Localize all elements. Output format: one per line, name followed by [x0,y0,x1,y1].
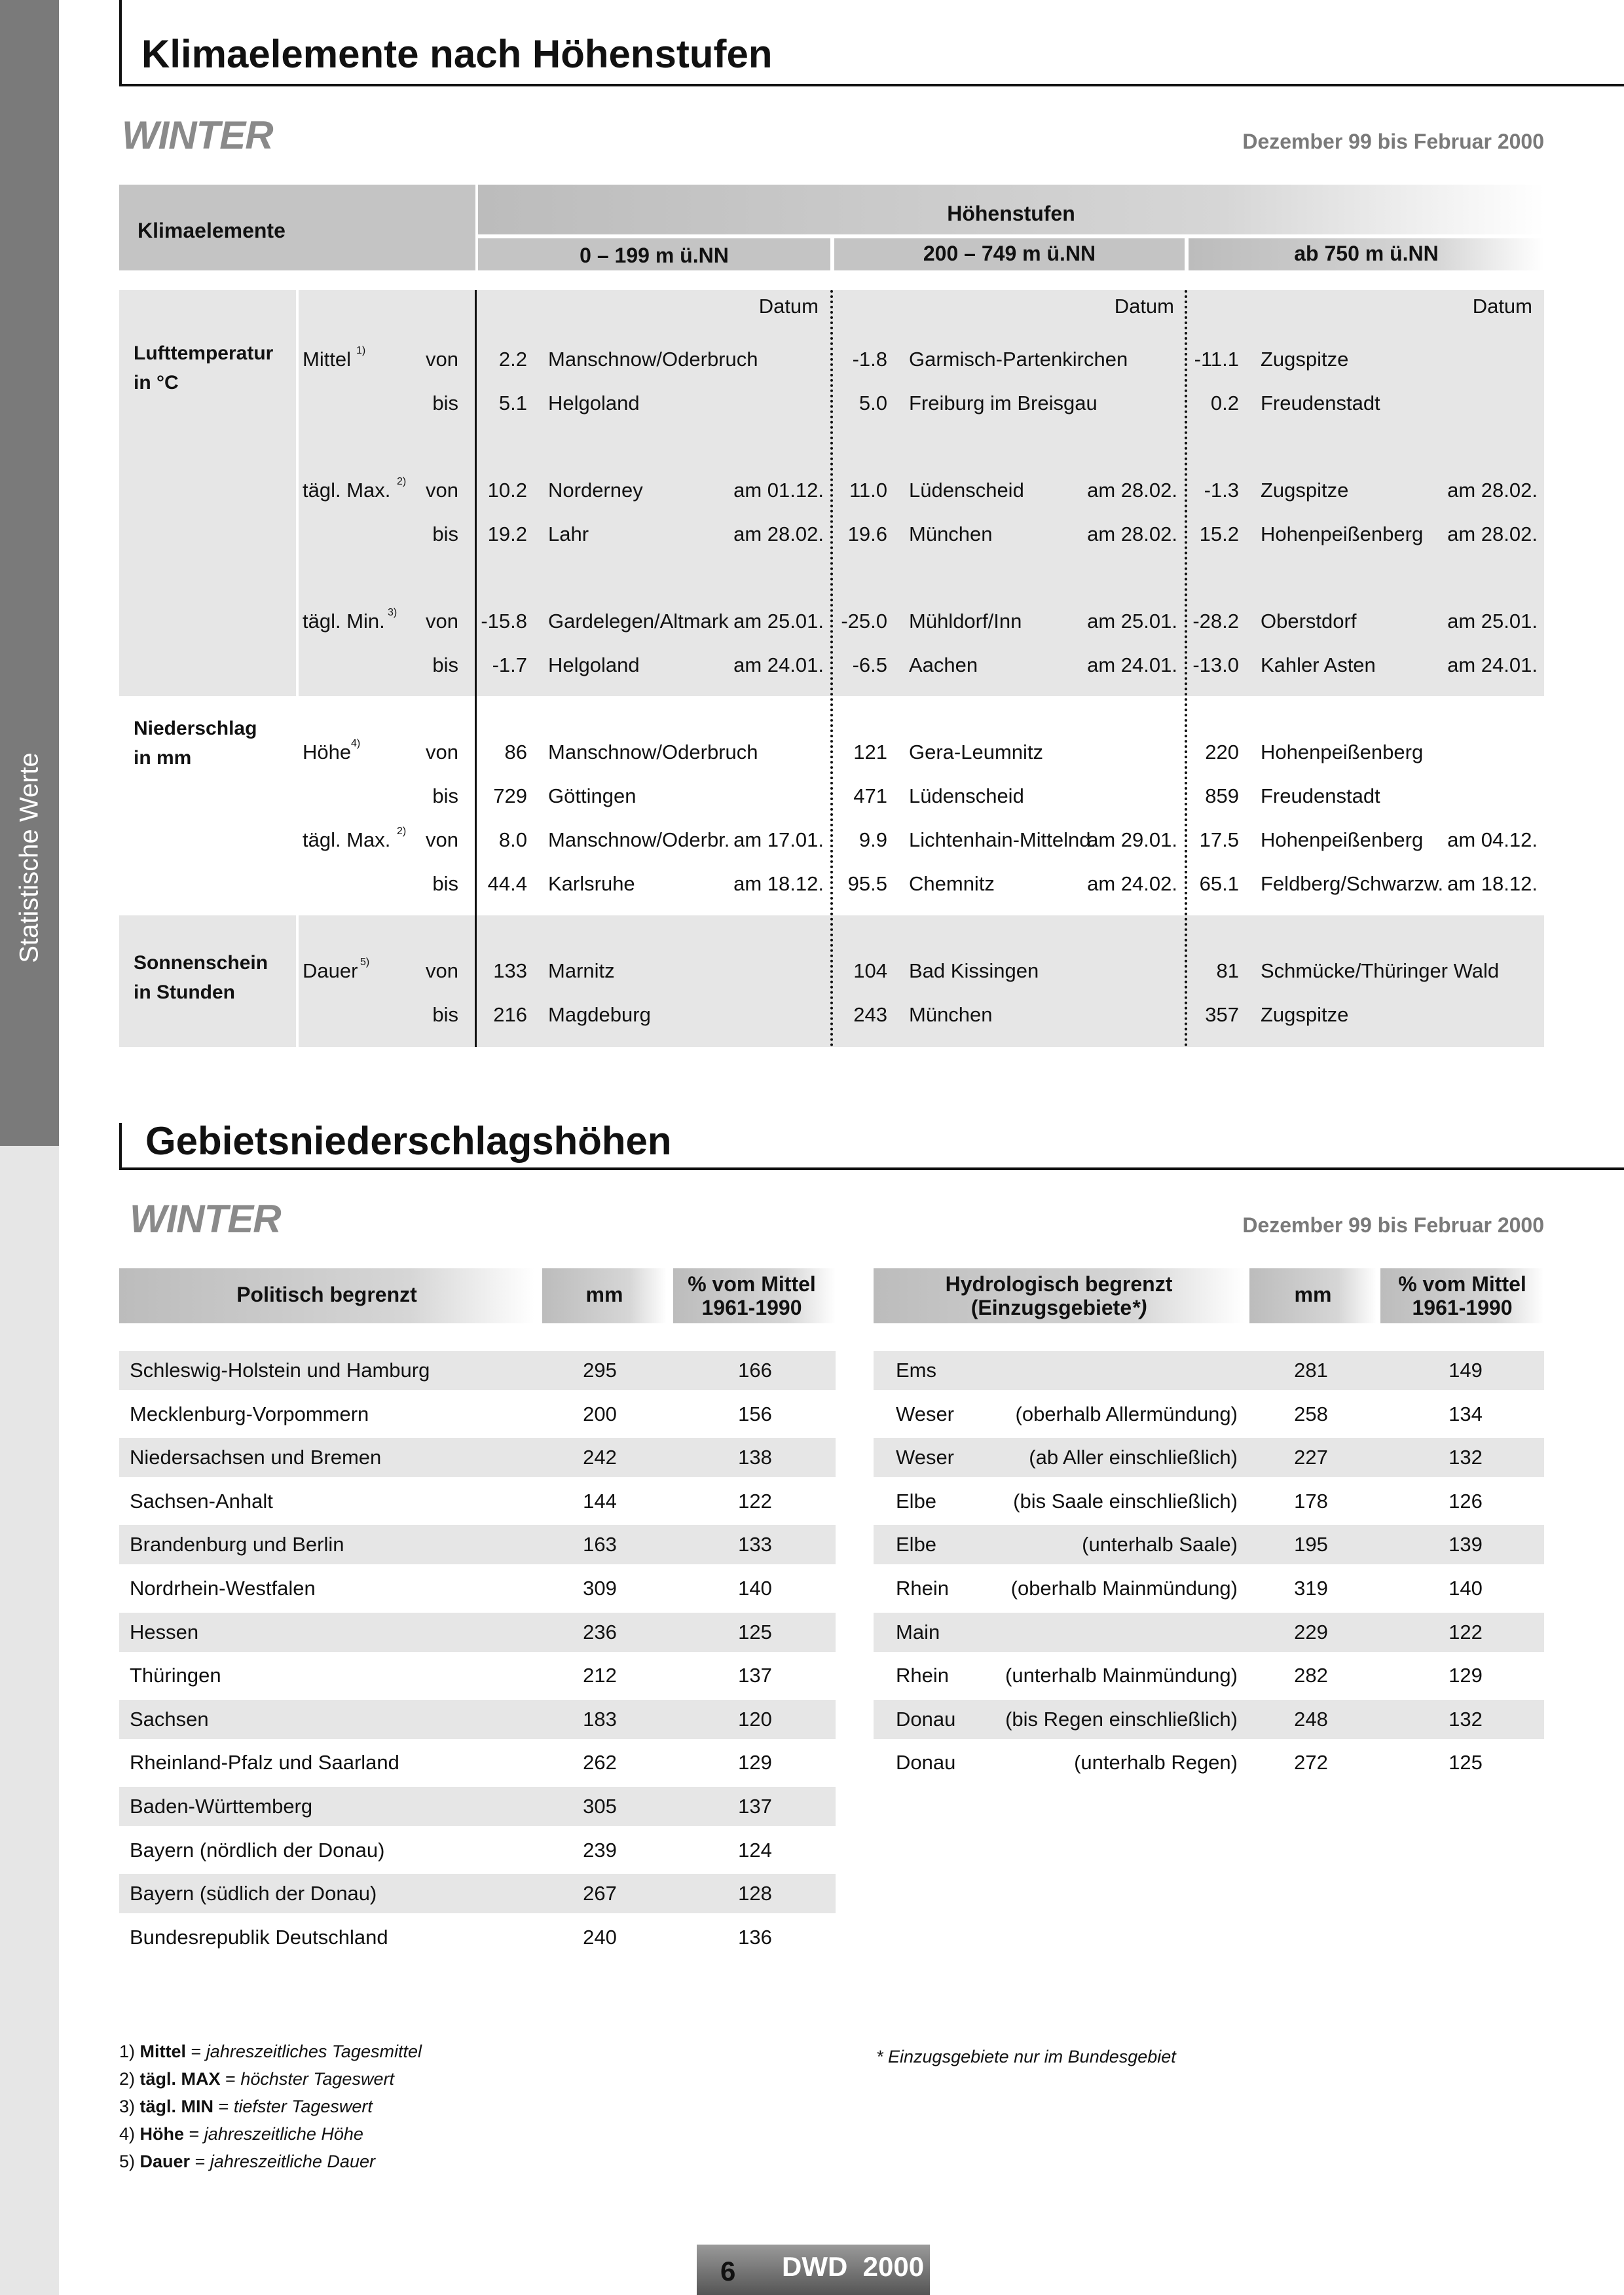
cell-station: Manschnow/Oderbr. [548,828,730,851]
region-mm: 200 [583,1403,617,1425]
cell-station: Freudenstadt [1261,392,1380,414]
header-hoehenstufen-label: Höhenstufen [947,202,1075,225]
header-mm-right-label: mm [1294,1283,1332,1306]
river-section: (oberhalb Mainmündung) [1010,1577,1238,1600]
row-sublabel: Höhe [303,741,352,763]
river-mm: 227 [1294,1446,1328,1469]
region-mm: 212 [583,1664,617,1687]
region-mm: 239 [583,1839,617,1862]
region-pct: 140 [738,1577,772,1600]
footnote-eq: = [184,2124,204,2144]
cell-date: am 28.02. [1087,523,1177,545]
group-label-line2: in mm [134,747,192,769]
cell-station: München [909,1003,993,1026]
cell-station: Göttingen [548,784,637,807]
region-name: Hessen [130,1621,199,1643]
river-pct: 125 [1449,1751,1483,1774]
cell-station: Zugspitze [1261,348,1349,371]
star-footnote: * Einzugsgebiete nur im Bundesgebiet [876,2047,1176,2066]
season-label: WINTER [122,113,273,157]
footnote-number: 3) [119,2097,136,2116]
header-mm-left-label: mm [585,1283,623,1306]
cell-value: 243 [853,1003,887,1026]
cell-station: Helgoland [548,653,640,676]
region-name: Bundesrepublik Deutschland [130,1926,388,1949]
footnote-term: Dauer [139,2152,191,2171]
row-sublabel: tägl. Max. [303,828,391,851]
river-pct: 132 [1449,1708,1483,1731]
group-label [134,948,268,1007]
cell-station: Helgoland [548,392,640,414]
page-number: 6 [720,2256,736,2286]
region-pct: 136 [738,1926,772,1949]
region-mm: 242 [583,1446,617,1469]
river-mm: 258 [1294,1403,1328,1425]
cell-value: -25.0 [841,610,887,633]
group-label-line2: in Stunden [134,982,235,1003]
cell-value: -1.3 [1204,479,1239,502]
region-mm: 305 [583,1795,617,1818]
header-hydrologisch-label: Hydrologisch begrenzt (Einzugsgebiete*) [945,1272,1173,1319]
footnote-term: Höhe [139,2124,185,2144]
cell-value: 5.0 [858,392,887,414]
region-name: Baden-Württemberg [130,1795,313,1818]
river-pct: 132 [1449,1446,1483,1469]
header-pct-left-label: % vom Mittel 1961-1990 [688,1272,816,1319]
row-von-bis: von [426,959,458,982]
cell-station: Freudenstadt [1261,784,1380,807]
row-sublabel: tägl. Max. [303,479,391,502]
group-label-line1: Niederschlag [134,718,257,739]
cell-station: Magdeburg [548,1003,651,1026]
cell-station: Hohenpeißenberg [1261,523,1424,545]
river-name: Donau [896,1751,956,1774]
region-mm: 267 [583,1882,617,1905]
footnote-ref: 5) [360,957,370,968]
row-von-bis: von [426,828,458,851]
sidebar-band-lower [0,1146,59,2295]
river-section: (unterhalb Saale) [1082,1533,1238,1556]
region-name: Sachsen-Anhalt [130,1490,273,1513]
cell-station: Lichtenhain-Mittelnd. [909,828,1097,851]
cell-station: Gera-Leumnitz [909,741,1044,763]
region-name: Bayern (südlich der Donau) [130,1882,377,1905]
cell-station: Norderney [548,479,643,502]
cell-station: München [909,523,993,545]
region-pct: 129 [738,1751,772,1774]
cell-station: Chemnitz [909,872,995,895]
cell-station: Aachen [909,653,978,676]
footnote-ref: 4) [351,738,361,749]
header-col-3-label: ab 750 m ü.NN [1294,242,1439,265]
river-name: Donau [896,1708,956,1731]
row-von-bis: bis [432,392,458,414]
datum-header: Datum [1114,295,1174,318]
footnote-ref: 2) [397,476,407,487]
cell-value: 104 [853,959,887,982]
river-mm: 319 [1294,1577,1328,1600]
cell-station: Manschnow/Oderbruch [548,348,758,371]
cell-station: Lahr [548,523,589,545]
river-name: Weser [896,1403,955,1425]
river-pct: 122 [1449,1621,1483,1643]
river-mm: 282 [1294,1664,1328,1687]
cell-value: -1.7 [492,653,527,676]
row-von-bis: bis [432,872,458,895]
row-von-bis: von [426,348,458,371]
footnote-eq: = [186,2042,206,2061]
cell-date: am 24.01. [733,653,824,676]
header-politisch-label: Politisch begrenzt [236,1283,417,1306]
river-section: (unterhalb Regen) [1074,1751,1238,1774]
river-name: Rhein [896,1664,949,1687]
region-name: Mecklenburg-Vorpommern [130,1403,369,1425]
river-pct: 134 [1449,1403,1483,1425]
row-von-bis: bis [432,523,458,545]
cell-date: am 18.12. [733,872,824,895]
group-label-line1: Lufttemperatur [134,342,274,364]
section-rule-2 [119,1167,1624,1170]
region-mm: 295 [583,1359,617,1382]
cell-station: Hohenpeißenberg [1261,828,1424,851]
river-pct: 149 [1449,1359,1483,1382]
region-mm: 183 [583,1708,617,1731]
header-pct-right-label: % vom Mittel 1961-1990 [1398,1272,1526,1319]
section-rule [119,84,1624,86]
cell-value: 5.1 [498,392,527,414]
group-label [134,339,273,397]
river-pct: 129 [1449,1664,1483,1687]
period-label: Dezember 99 bis Februar 2000 [1242,130,1544,153]
cell-value: 10.2 [487,479,527,502]
period-label-2: Dezember 99 bis Februar 2000 [1242,1213,1544,1237]
cell-value: 81 [1216,959,1239,982]
cell-value: 729 [493,784,527,807]
cell-value: 65.1 [1199,872,1239,895]
river-section: (bis Saale einschließlich) [1013,1490,1238,1513]
cell-station: Gardelegen/Altmark [548,610,729,633]
row-von-bis: bis [432,784,458,807]
cell-value: 121 [853,741,887,763]
cell-date: am 24.01. [1447,653,1538,676]
datum-header: Datum [1472,295,1532,318]
cell-date: am 24.01. [1087,653,1177,676]
cell-date: am 18.12. [1447,872,1538,895]
cell-value: 15.2 [1199,523,1239,545]
region-mm: 240 [583,1926,617,1949]
column-rule-solid [475,290,477,1047]
region-name: Bayern (nördlich der Donau) [130,1839,385,1862]
footnote-term: tägl. MIN [139,2097,214,2116]
cell-date: am 28.02. [733,523,824,545]
footnote-number: 5) [119,2152,136,2171]
row-von-bis: bis [432,653,458,676]
river-pct: 140 [1449,1577,1483,1600]
region-pct: 137 [738,1664,772,1687]
cell-station: Oberstdorf [1261,610,1357,633]
cell-station: Hohenpeißenberg [1261,741,1424,763]
region-name: Schleswig-Holstein und Hamburg [130,1359,430,1382]
region-name: Brandenburg und Berlin [130,1533,344,1556]
region-name: Niedersachsen und Bremen [130,1446,382,1469]
page-title: Klimaelemente nach Höhenstufen [141,32,773,76]
cell-station: Feldberg/Schwarzw. [1261,872,1444,895]
river-section: (oberhalb Allermündung) [1015,1403,1238,1425]
cell-value: 44.4 [487,872,527,895]
river-name: Elbe [896,1490,937,1513]
river-name: Rhein [896,1577,949,1600]
river-pct: 126 [1449,1490,1483,1513]
column-rule-dotted [1185,290,1187,1047]
cell-value: 133 [493,959,527,982]
region-name: Rheinland-Pfalz und Saarland [130,1751,399,1774]
cell-date: am 24.02. [1087,872,1177,895]
region-pct: 166 [738,1359,772,1382]
region-mm: 309 [583,1577,617,1600]
cell-value: 11.0 [849,479,887,502]
cell-value: -1.8 [852,348,887,371]
region-pct: 124 [738,1839,772,1862]
cell-value: 2.2 [498,348,527,371]
section-bar-2 [119,1123,122,1169]
region-mm: 163 [583,1533,617,1556]
row-von-bis: bis [432,1003,458,1026]
river-name: Main [896,1621,940,1643]
cell-station: Marnitz [548,959,615,982]
header-col-1-label: 0 – 199 m ü.NN [580,244,729,267]
region-name: Nordrhein-Westfalen [130,1577,316,1600]
region-pct: 137 [738,1795,772,1818]
footnote-eq: = [213,2097,234,2116]
header-col-2-label: 200 – 749 m ü.NN [923,242,1096,265]
cell-date: am 25.01. [1447,610,1538,633]
cell-value: -13.0 [1192,653,1239,676]
section-title-2: Gebietsniederschlagshöhen [145,1119,672,1163]
footnote-desc: jahreszeitliches Tagesmittel [206,2042,422,2061]
footnote-desc: jahreszeitliche Dauer [210,2152,375,2171]
cell-value: 17.5 [1199,828,1239,851]
cell-station: Freiburg im Breisgau [909,392,1098,414]
cell-value: 86 [504,741,527,763]
cell-value: -28.2 [1192,610,1239,633]
cell-date: am 28.02. [1447,479,1538,502]
column-rule-dotted [830,290,833,1047]
footnote-number: 2) [119,2069,136,2089]
cell-value: -11.1 [1194,348,1239,371]
cell-date: am 17.01. [733,828,824,851]
region-pct: 120 [738,1708,772,1731]
cell-value: -6.5 [852,653,887,676]
river-mm: 229 [1294,1621,1328,1643]
river-mm: 281 [1294,1359,1328,1382]
region-pct: 122 [738,1490,772,1513]
group-label [134,714,257,773]
cell-value: 8.0 [498,828,527,851]
cell-station: Mühldorf/Inn [909,610,1022,633]
river-mm: 178 [1294,1490,1328,1513]
cell-value: 19.2 [487,523,527,545]
column-divider [296,290,299,1047]
row-von-bis: von [426,479,458,502]
cell-value: 19.6 [847,523,887,545]
region-pct: 156 [738,1403,772,1425]
cell-station: Manschnow/Oderbruch [548,741,758,763]
cell-station: Bad Kissingen [909,959,1039,982]
footnote-term: Mittel [139,2042,187,2061]
region-name: Thüringen [130,1664,221,1687]
cell-value: 95.5 [847,872,887,895]
cell-value: 0.2 [1210,392,1239,414]
section-bar [119,0,122,85]
cell-station: Schmücke/Thüringer Wald [1261,959,1500,982]
datum-header: Datum [758,295,819,318]
cell-date: am 25.01. [1087,610,1177,633]
cell-value: 220 [1205,741,1239,763]
cell-value: 216 [493,1003,527,1026]
river-mm: 248 [1294,1708,1328,1731]
footnote-eq: = [190,2152,210,2171]
region-pct: 128 [738,1882,772,1905]
cell-station: Karlsruhe [548,872,635,895]
footnote-ref: 3) [388,607,397,618]
cell-date: am 04.12. [1447,828,1538,851]
cell-date: am 29.01. [1087,828,1177,851]
river-name: Weser [896,1446,955,1469]
river-mm: 272 [1294,1751,1328,1774]
region-pct: 133 [738,1533,772,1556]
cell-station: Kahler Asten [1261,653,1376,676]
footnote-desc: tiefster Tageswert [233,2097,373,2116]
footnote-line [119,2124,363,2144]
river-name: Elbe [896,1533,937,1556]
footnote-number: 4) [119,2124,136,2144]
group-label-line2: in °C [134,372,179,394]
cell-date: am 25.01. [733,610,824,633]
footnote-ref: 1) [356,345,366,356]
cell-station: Zugspitze [1261,479,1349,502]
row-sublabel: tägl. Min. [303,610,385,633]
row-sublabel: Dauer [303,959,358,982]
cell-date: am 28.02. [1087,479,1177,502]
footnote-desc: höchster Tageswert [240,2069,394,2089]
footer-brand: DWD 2000 [782,2251,925,2282]
river-mm: 195 [1294,1533,1328,1556]
region-mm: 144 [583,1490,617,1513]
cell-station: Lüdenscheid [909,784,1024,807]
footnote-line [119,2042,422,2062]
footnote-eq: = [220,2069,241,2089]
footnote-desc: jahreszeitliche Höhe [204,2124,363,2144]
row-sublabel: Mittel [303,348,352,371]
cell-date: am 01.12. [733,479,824,502]
season-label-2: WINTER [130,1197,281,1241]
footnote-line [119,2069,394,2089]
region-name: Sachsen [130,1708,209,1731]
river-pct: 139 [1449,1533,1483,1556]
cell-value: -15.8 [481,610,527,633]
footnote-number: 1) [119,2042,136,2061]
row-von-bis: von [426,741,458,763]
region-mm: 262 [583,1751,617,1774]
footnote-term: tägl. MAX [139,2069,221,2089]
region-mm: 236 [583,1621,617,1643]
cell-value: 859 [1205,784,1239,807]
row-von-bis: von [426,610,458,633]
cell-station: Zugspitze [1261,1003,1349,1026]
group-label-line1: Sonnenschein [134,952,268,974]
river-name: Ems [896,1359,936,1382]
cell-value: 9.9 [858,828,887,851]
region-pct: 138 [738,1446,772,1469]
cell-value: 471 [853,784,887,807]
river-section: (ab Aller einschließlich) [1029,1446,1238,1469]
cell-station: Garmisch-Partenkirchen [909,348,1128,371]
river-section: (unterhalb Mainmündung) [1005,1664,1238,1687]
cell-value: 357 [1205,1003,1239,1026]
cell-date: am 28.02. [1447,523,1538,545]
cell-station: Lüdenscheid [909,479,1024,502]
sidebar-band [0,0,59,1146]
sidebar-label: Statistische Werte [14,752,44,963]
footnote-line [119,2097,373,2117]
river-section: (bis Regen einschließlich) [1005,1708,1238,1731]
header-klimaelemente-label: Klimaelemente [138,219,286,242]
region-pct: 125 [738,1621,772,1643]
footnote-ref: 2) [397,826,407,837]
footnote-line [119,2152,375,2172]
